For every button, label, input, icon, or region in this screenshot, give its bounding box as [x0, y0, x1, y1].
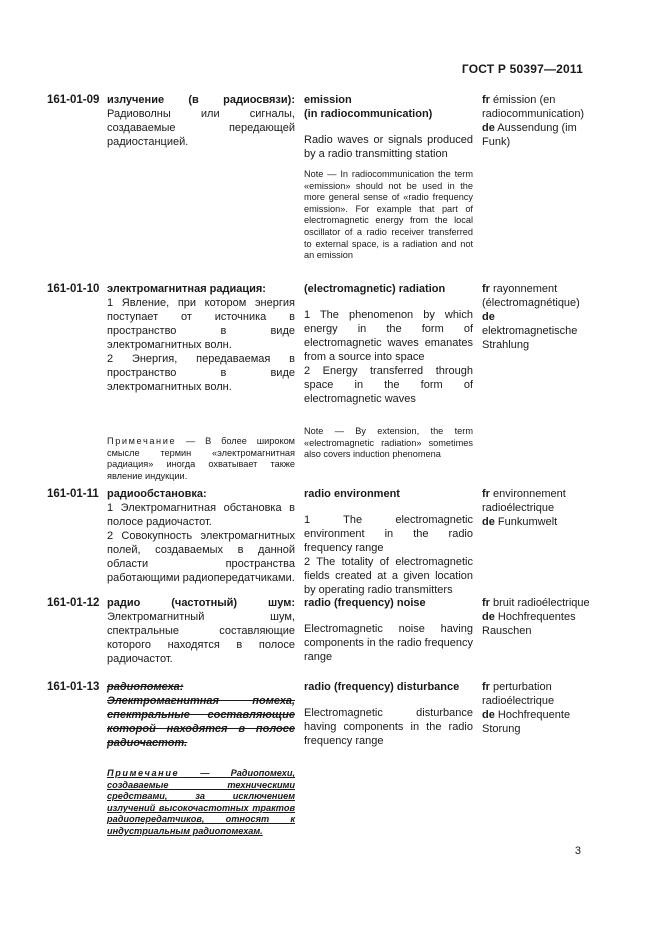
de-term: Hochfrequente Storung — [482, 709, 571, 735]
term-number: 161-01-12 — [47, 597, 100, 609]
ru-column — [107, 487, 295, 585]
ru-term: радио (частотный) шум: — [107, 597, 295, 609]
ru-column — [107, 596, 295, 666]
fr-de-column — [482, 487, 592, 529]
de-term: Funkumwelt — [497, 516, 558, 528]
fr-de-column — [482, 93, 592, 149]
fr-de-column — [482, 596, 592, 638]
fr-term: bruit radioélectrique — [493, 597, 590, 609]
fr-label: fr — [482, 488, 490, 500]
de-label: de — [482, 122, 495, 134]
ru-note-label: Примечание — [107, 436, 177, 446]
term-number: 161-01-09 — [47, 94, 100, 106]
de-label: de — [482, 611, 495, 623]
ru-term: радиопомеха: — [107, 681, 184, 693]
en-note: Note — By extension, the term «electromagnetic radiation» sometimes also covers induction phenomena — [304, 426, 473, 460]
en-definition: Electromagnetic noise having components in the radio frequency range — [304, 623, 473, 663]
ru-note: Примечание — В более широком смысле термин «электромагнитная радиация» иногда охватывает также явление индукции. — [107, 436, 295, 481]
en-term: radio (frequency) noise — [304, 597, 426, 609]
fr-de-column — [482, 680, 592, 736]
ru-note: Примечание — Радиопомехи, создаваемые техническими средствами, за исключением излучений высокочастотных трактов радиопередатчиков, относят к индустриальным радиопомехам. — [107, 768, 295, 836]
fr-de-column — [482, 282, 592, 352]
fr-label: fr — [482, 283, 490, 295]
ru-note-label: Примечание — [107, 768, 180, 778]
en-definition: Radio waves or signals produced by a radio transmitting station — [304, 134, 473, 160]
en-column — [304, 282, 473, 461]
en-term-qualifier: (in radiocommunication) — [304, 108, 433, 120]
de-label: de — [482, 516, 495, 528]
standard-header: ГОСТ Р 50397—2011 — [461, 62, 583, 76]
ru-column — [107, 93, 295, 149]
term-number: 161-01-13 — [47, 681, 100, 693]
fr-term: rayonnement (électromagnétique) — [482, 283, 580, 309]
de-term: Aussendung (im Funk) — [482, 122, 577, 148]
en-term: radio (frequency) disturbance — [304, 681, 460, 693]
fr-term: émission (en radiocommunication) — [482, 94, 585, 120]
ru-definition: Электромагнитный шум, спектральные составляющие которого находятся в полосе радиочастот. — [107, 611, 295, 665]
term-number: 161-01-10 — [47, 283, 100, 295]
ru-definition-1: 1 Явление, при котором энергия поступает от источника в пространство в виде электромагнитных волн. — [107, 297, 295, 351]
ru-deleted-definition — [107, 680, 295, 750]
en-column — [304, 487, 473, 597]
term-number: 161-01-11 — [47, 488, 99, 500]
ru-column — [107, 680, 295, 838]
ru-column — [107, 282, 295, 482]
en-term: (electromagnetic) radiation — [304, 283, 446, 295]
en-term: emission — [304, 94, 352, 106]
de-label: de — [482, 709, 495, 721]
ru-definition-2: 2 Совокупность электромагнитных полей, создаваемых в данной области пространства работающими радиопередатчиками. — [107, 530, 295, 584]
fr-term: environnement radioélectrique — [482, 488, 566, 514]
de-label: de — [482, 311, 495, 323]
fr-label: fr — [482, 597, 490, 609]
en-definition-1: 1 The phenomenon by which energy in the form of electromagnetic waves emanates from a source into space — [304, 309, 473, 363]
en-column — [304, 596, 473, 664]
en-definition-2: 2 Energy transferred through space in the form of electromagnetic waves — [304, 365, 473, 405]
en-term: radio environment — [304, 488, 400, 500]
page-number: 3 — [574, 845, 581, 857]
en-definition-2: 2 The totality of electromagnetic fields created at a given location by operating radio transmitters — [304, 556, 473, 596]
en-definition: Electromagnetic disturbance having components in the radio frequency range — [304, 707, 473, 747]
fr-term: perturbation radioélectrique — [482, 681, 555, 707]
fr-label: fr — [482, 94, 490, 106]
ru-term: электромагнитная радиация: — [107, 283, 266, 295]
ru-term: радиообстановка: — [107, 488, 207, 500]
de-term: elektromagnetische Strahlung — [482, 325, 578, 351]
en-column — [304, 93, 473, 262]
en-column — [304, 680, 473, 748]
ru-definition-2: 2 Энергия, передаваемая в пространство в виде электромагнитных волн. — [107, 353, 295, 393]
ru-definition-1: 1 Электромагнитная обстановка в полосе радиочастот. — [107, 502, 295, 528]
ru-definition: Радиоволны или сигналы, создаваемые передающей радиостанцией. — [107, 108, 295, 148]
en-note: Note — In radiocommunication the term «emission» should not be used in the more general sense of «radio frequency emission». For example that part of electromagnetic energy from the local oscillator of a radio receiver transferred to external space, is a radiation and not an emission — [304, 169, 473, 261]
en-definition-1: 1 The electromagnetic environment in the radio frequency range — [304, 514, 473, 554]
ru-definition: Электромагнитная помеха, спектральные составляющие которой находятся в полосе радиочастот. — [107, 695, 295, 749]
ru-term: излучение (в радиосвязи): — [107, 94, 295, 106]
fr-label: fr — [482, 681, 490, 693]
de-term: Hochfrequentes Rauschen — [482, 611, 576, 637]
